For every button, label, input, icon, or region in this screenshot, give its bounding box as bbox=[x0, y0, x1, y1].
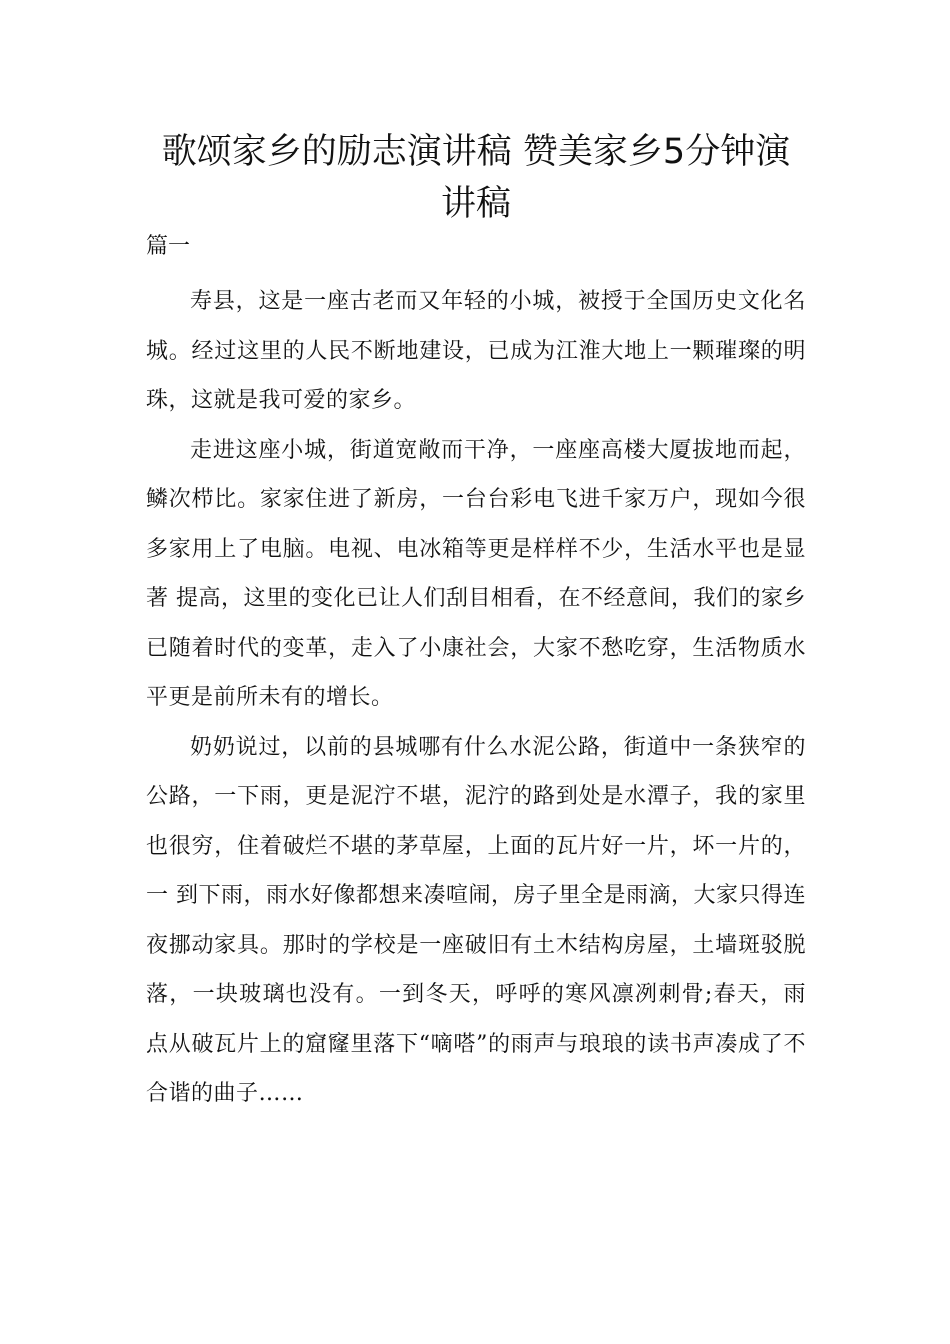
paragraph-1: 寿县，这是一座古老而又年轻的小城，被授于全国历史文化名城。经过这里的人民不断地建设，已成为江淮大地上一颗璀璨的明珠，这就是我可爱的家乡。 bbox=[146, 289, 806, 413]
paragraph-2: 走进这座小城，街道宽敞而干净，一座座高楼大厦拔地而起，鳞次栉比。家家住进了新房，一台台彩电飞进千家万户，现如今很多家用上了电脑。电视、电冰箱等更是样样不少，生活水平也是显著 提高，这里的变化已让人们刮目相看，在不经意间，我们的家乡已随着时代的变革，走入了小康社会，大家不愁吃穿，生活物质水平更是前所未有的增长。 bbox=[146, 437, 806, 710]
document-title: 歌颂家乡的励志演讲稿 赞美家乡5分钟演讲稿 bbox=[161, 132, 791, 224]
section-label: 篇一 bbox=[146, 234, 191, 259]
paragraph-3: 奶奶说过，以前的县城哪有什么水泥公路，街道中一条狭窄的公路，一下雨，更是泥泞不堪，泥泞的路到处是水潭子，我的家里也很穷，住着破烂不堪的茅草屋，上面的瓦片好一片，坏一片的，一 到下雨，雨水好像都想来凑喧闹，房子里全是雨滴，大家只得连夜挪动家具。那时的学校是一座破旧有土木结构房屋，土墙斑驳脱落，一块玻璃也没有。一到冬天，呼呼的寒风凛冽刺骨;春天，雨点从破瓦片上的窟窿里落下“嘀嗒”的雨声与琅琅的读书声凑成了不合谐的曲子…… bbox=[146, 734, 806, 1106]
document-body bbox=[146, 277, 806, 1119]
